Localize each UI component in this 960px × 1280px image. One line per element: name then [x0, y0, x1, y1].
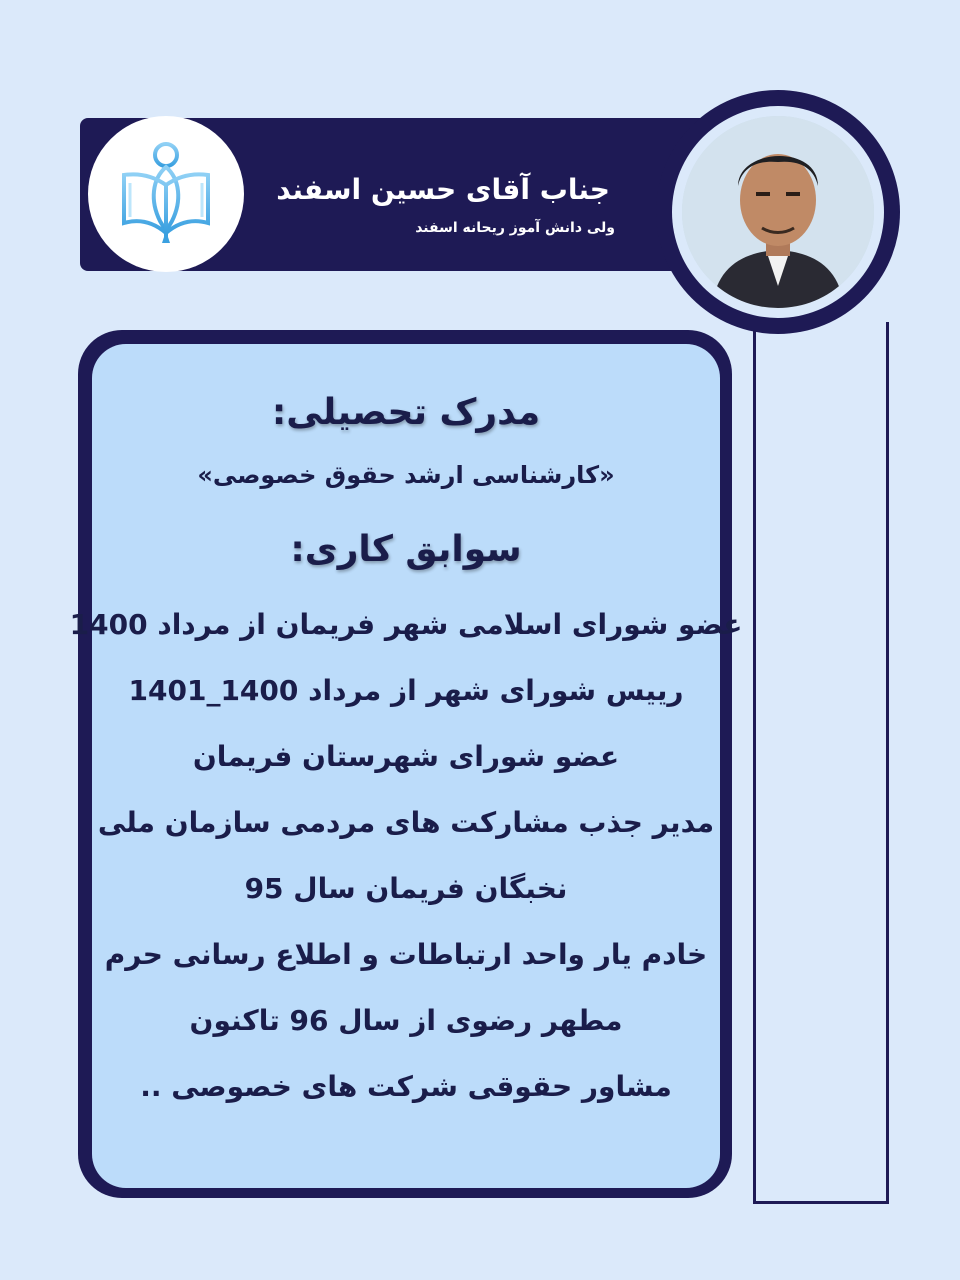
experience-item: مدیر جذب مشارکت های مردمی سازمان ملی [97, 806, 715, 839]
experience-item: نخبگان فریمان سال 95 [244, 872, 568, 905]
experience-list [70, 592, 743, 1120]
side-rail [753, 322, 889, 1204]
profile-photo [682, 116, 874, 308]
school-logo [88, 116, 244, 272]
education-degree: «کارشناسی ارشد حقوق خصوصی» [197, 461, 615, 489]
profile-title: جناب آقای حسین اسفند [276, 173, 610, 206]
experience-item: مطهر رضوی از سال 96 تاکنون [189, 1004, 623, 1037]
person-portrait-icon [682, 116, 874, 308]
experience-heading: سوابق کاری: [290, 529, 522, 570]
experience-item: عضو شورای شهرستان فریمان [192, 740, 620, 773]
experience-item: عضو شورای اسلامی شهر فریمان از مرداد 1400 [69, 608, 743, 641]
experience-item: خادم یار واحد ارتباطات و اطلاع رسانی حرم [104, 938, 708, 971]
experience-item: مشاور حقوقی شرکت های خصوصی .. [140, 1070, 672, 1103]
profile-name-block [250, 170, 615, 236]
education-heading: مدرک تحصیلی: [271, 392, 541, 433]
experience-item: رییس شورای شهر از مرداد 1400_1401 [128, 674, 684, 707]
profile-subtitle: ولی دانش آموز ریحانه اسفند [415, 220, 615, 236]
book-student-icon [116, 139, 216, 249]
info-card [69, 344, 743, 1188]
